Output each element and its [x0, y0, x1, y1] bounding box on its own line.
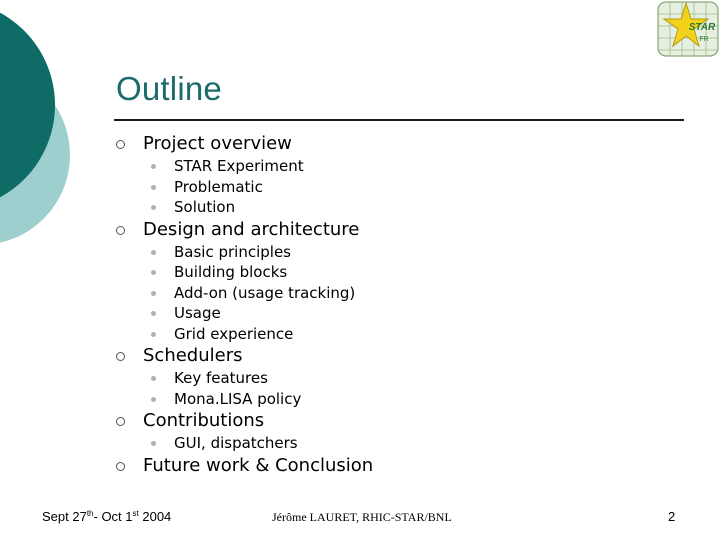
sub-list-item-label: Building blocks	[174, 263, 288, 281]
outline-item-label: Design and architecture	[143, 218, 360, 240]
filled-bullet-icon	[151, 270, 156, 275]
sub-list-item	[174, 156, 676, 177]
outline-item	[116, 218, 676, 242]
outline-item-label: Schedulers	[143, 345, 243, 366]
sub-list-item-label: Usage	[174, 304, 221, 322]
title-divider	[114, 119, 684, 121]
footer-date-part3: 2004	[138, 509, 172, 524]
footer-author: Jérôme LAURET, RHIC-STAR/BNL	[272, 510, 452, 524]
filled-bullet-icon	[151, 441, 156, 446]
logo-subtext: FR	[699, 36, 709, 43]
sub-list-item	[174, 197, 676, 218]
sub-list-item-label: Add-on (usage tracking)	[174, 283, 356, 302]
filled-bullet-icon	[151, 185, 156, 190]
outline-item	[116, 344, 676, 368]
hollow-bullet-icon	[116, 462, 125, 471]
hollow-bullet-icon	[116, 140, 125, 149]
slide-title: Outline	[116, 70, 222, 107]
sub-list-item-label: Problematic	[174, 177, 263, 196]
sub-list-item	[174, 303, 676, 324]
sub-list-item	[174, 242, 676, 263]
outline-item-label: Future work & Conclusion	[143, 454, 374, 476]
filled-bullet-icon	[151, 164, 156, 169]
outline-item	[116, 409, 676, 433]
hollow-bullet-icon	[116, 226, 125, 235]
sub-list-item	[174, 283, 676, 304]
filled-bullet-icon	[151, 332, 156, 337]
decorative-circles	[0, 0, 120, 260]
sub-list-item	[174, 389, 676, 410]
footer-date-sup1: th	[86, 509, 94, 518]
sub-list-item-label: Mona.LISA policy	[174, 389, 302, 408]
sub-list-item-label: Grid experience	[174, 324, 294, 343]
sub-list	[116, 156, 676, 218]
hollow-bullet-icon	[116, 352, 125, 361]
filled-bullet-icon	[151, 250, 156, 255]
outline-item	[116, 132, 676, 156]
filled-bullet-icon	[151, 205, 156, 210]
footer-date-sup2: st	[132, 509, 139, 518]
outline-item	[116, 454, 676, 478]
footer-date-part2: - Oct 1	[93, 509, 133, 524]
outline-list	[116, 132, 676, 478]
sub-list-item-label: Solution	[174, 198, 236, 216]
sub-list-item	[174, 177, 676, 198]
sub-list-item	[174, 262, 676, 283]
hollow-bullet-icon	[116, 417, 125, 426]
page-number: 2	[668, 509, 676, 524]
filled-bullet-icon	[151, 311, 156, 316]
outline-item-label: Project overview	[143, 133, 292, 154]
sub-list-item	[174, 433, 676, 454]
filled-bullet-icon	[151, 376, 156, 381]
footer-date-part1: Sept 27	[42, 509, 87, 524]
filled-bullet-icon	[151, 397, 156, 402]
star-logo	[656, 0, 720, 58]
footer-date	[42, 509, 171, 524]
outline-item-label: Contributions	[143, 410, 265, 431]
sub-list-item-label: Basic principles	[174, 242, 291, 261]
sub-list-item	[174, 324, 676, 345]
sub-list-item-label: GUI, dispatchers	[174, 434, 298, 452]
sub-list-item-label: Key features	[174, 369, 268, 387]
logo-text: STAR	[688, 22, 716, 33]
sub-list-item-label: STAR Experiment	[174, 157, 304, 175]
sub-list	[116, 433, 676, 454]
filled-bullet-icon	[151, 291, 156, 296]
sub-list	[116, 242, 676, 345]
sub-list	[116, 368, 676, 409]
sub-list-item	[174, 368, 676, 389]
